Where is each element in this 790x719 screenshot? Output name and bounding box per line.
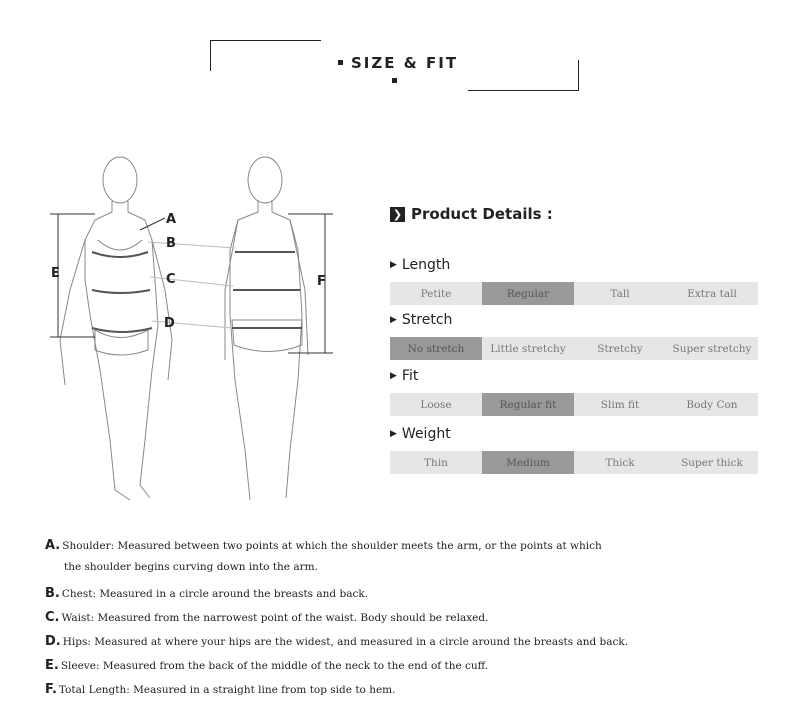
weight-scale bbox=[390, 451, 758, 474]
scale-option: Loose bbox=[420, 398, 452, 411]
guide-lines bbox=[50, 214, 333, 353]
attribute-label bbox=[390, 423, 770, 445]
triangle-right-icon: ▶ bbox=[390, 260, 397, 270]
figure-label-e: E bbox=[51, 266, 60, 281]
attribute-length bbox=[390, 254, 770, 305]
details-title: Product Details : bbox=[411, 205, 553, 223]
figure-label-d: D bbox=[164, 316, 175, 331]
attribute-label-text: Weight bbox=[401, 426, 451, 442]
definition-hips bbox=[45, 634, 628, 649]
scale-option: Slim fit bbox=[600, 398, 640, 411]
scale-option: Little stretchy bbox=[490, 342, 566, 355]
header-title-wrap bbox=[320, 54, 468, 90]
front-figure bbox=[60, 157, 172, 500]
leader-lines bbox=[148, 242, 235, 328]
definition-waist bbox=[45, 610, 488, 625]
scale-option: Thin bbox=[424, 456, 448, 469]
product-details bbox=[390, 200, 770, 469]
measurement-figures bbox=[40, 140, 360, 510]
scale-option-selected: No stretch bbox=[390, 337, 482, 360]
definition-text: Chest: Measured in a circle around the breasts and back. bbox=[61, 588, 369, 600]
attribute-label-text: Fit bbox=[401, 368, 419, 384]
figure-label-f: F bbox=[317, 274, 326, 289]
scale-option: Super thick bbox=[681, 456, 743, 469]
section-header bbox=[0, 0, 790, 100]
page-title: SIZE & FIT bbox=[350, 54, 459, 72]
attribute-label bbox=[390, 365, 770, 387]
stretch-scale bbox=[390, 337, 758, 360]
scale-option: Body Con bbox=[686, 398, 738, 411]
header-bracket-left bbox=[210, 40, 321, 71]
back-measure-bands bbox=[232, 252, 302, 328]
definition-text: Hips: Measured at where your hips are the widest, and measured in a circle around the breasts and back. bbox=[62, 636, 629, 648]
scale-option-selected: Regular fit bbox=[482, 393, 574, 416]
attribute-label-text: Stretch bbox=[401, 312, 453, 328]
details-heading bbox=[390, 200, 770, 228]
definition-chest bbox=[45, 586, 368, 601]
scale-option: Petite bbox=[420, 287, 452, 300]
attribute-label-text: Length bbox=[401, 257, 451, 273]
triangle-right-icon: ▶ bbox=[390, 371, 397, 381]
attribute-stretch bbox=[390, 309, 770, 360]
length-scale bbox=[390, 282, 758, 305]
definition-letter: D. bbox=[45, 634, 61, 649]
definition-total-length bbox=[45, 682, 395, 697]
triangle-right-icon: ▶ bbox=[390, 315, 397, 325]
definition-letter: E. bbox=[45, 658, 59, 673]
attribute-label bbox=[390, 254, 770, 276]
scale-option: Thick bbox=[605, 456, 635, 469]
definition-text: Shoulder: Measured between two points at which the shoulder meets the arm, or the points at which bbox=[62, 540, 602, 552]
attribute-label bbox=[390, 309, 770, 331]
definition-text: Waist: Measured from the narrowest point of the waist. Body should be relaxed. bbox=[61, 612, 489, 624]
figure-label-b: B bbox=[166, 236, 176, 251]
scale-option-selected: Medium bbox=[482, 451, 574, 474]
figure-label-c: C bbox=[166, 272, 176, 287]
bullet-square-icon bbox=[338, 60, 343, 65]
definition-letter: C. bbox=[45, 610, 60, 625]
fit-scale bbox=[390, 393, 758, 416]
scale-option: Extra tall bbox=[687, 287, 737, 300]
definition-text: Sleeve: Measured from the back of the middle of the neck to the end of the cuff. bbox=[60, 660, 489, 672]
definition-text: Total Length: Measured in a straight line from top side to hem. bbox=[58, 684, 396, 696]
definition-shoulder bbox=[45, 538, 602, 553]
definition-letter: B. bbox=[45, 586, 60, 601]
header-bracket-right bbox=[468, 60, 579, 91]
scale-option: Super stretchy bbox=[672, 342, 752, 355]
scale-option: Tall bbox=[610, 287, 630, 300]
definition-text: the shoulder begins curving down into the arm. bbox=[64, 561, 318, 573]
figure-label-a: A bbox=[166, 212, 177, 227]
definition-sleeve bbox=[45, 658, 488, 673]
definition-shoulder-continued bbox=[45, 561, 318, 573]
bullet-square-icon bbox=[392, 78, 397, 83]
definition-letter: A. bbox=[45, 538, 61, 553]
scale-option: Stretchy bbox=[597, 342, 643, 355]
front-measure-bands bbox=[92, 252, 152, 332]
triangle-right-icon: ▶ bbox=[390, 429, 397, 439]
scale-option-selected: Regular bbox=[482, 282, 574, 305]
attribute-fit bbox=[390, 365, 770, 416]
chevron-right-box-icon: ❯ bbox=[390, 207, 405, 222]
definition-letter: F. bbox=[45, 682, 57, 697]
attribute-weight bbox=[390, 423, 770, 474]
